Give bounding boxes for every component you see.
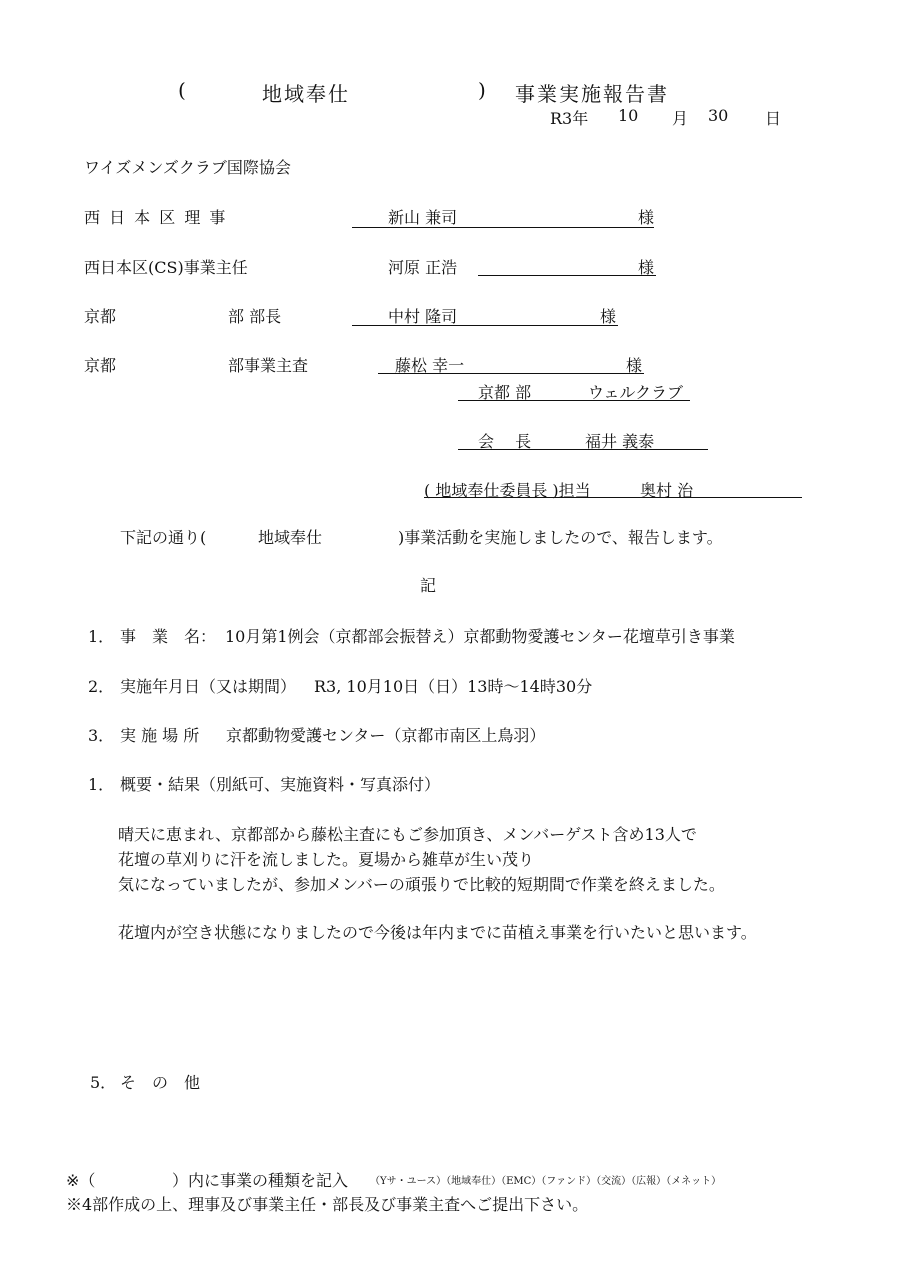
recipient-honorific: 様 (626, 356, 643, 375)
title-close-paren: ) (478, 78, 488, 102)
underline (424, 497, 802, 498)
underline (478, 275, 656, 276)
recipient-name: 中村 隆司 (388, 307, 458, 326)
date-day-label: 日 (765, 109, 782, 128)
underline (458, 400, 690, 401)
item-number: 1． (88, 627, 115, 646)
sender-district: 京都 部 (478, 383, 532, 402)
recipient-name: 藤松 幸一 (395, 356, 465, 375)
item-value: 京都動物愛護センター（京都市南区上鳥羽） (226, 726, 546, 745)
ki-heading: 記 (420, 576, 437, 595)
recipient-role: 西 日 本 区 理 事 (84, 208, 228, 227)
title-main: 事業実施報告書 (515, 82, 669, 106)
recipient-district: 京都 (84, 356, 117, 375)
item-value: R3, 10月10日（日）13時〜14時30分 (314, 677, 593, 696)
note2-text: ※4部作成の上、理事及び事業主任・部長及び事業主査へご提出下さい。 (66, 1195, 589, 1214)
summary-line: 花壇の草刈りに汗を流しました。夏場から雑草が生い茂り (118, 850, 535, 869)
item-label: 実 施 場 所 (120, 726, 200, 745)
date-month: 10 (618, 106, 639, 125)
item-number: 1． (88, 775, 115, 794)
sender-club: ウェルクラブ (588, 383, 684, 402)
organization-name: ワイズメンズクラブ国際協会 (84, 158, 291, 177)
item-number: 2． (88, 677, 115, 696)
recipient-name: 河原 正浩 (388, 258, 458, 277)
sender-president-label: 会 長 (478, 432, 532, 451)
item-value: 10月第1例会（京都部会振替え）京都動物愛護センター花壇草引き事業 (225, 627, 735, 646)
date-year: R3年 (550, 109, 589, 128)
other-number: 5． (90, 1073, 117, 1092)
intro-before: 下記の通り( (120, 528, 207, 547)
underline (378, 373, 644, 374)
underline (352, 227, 654, 228)
item-label: 事 業 名： (120, 627, 217, 646)
summary-line: 晴天に恵まれ、京都部から藤松主査にもご参加頂き、メンバーゲスト含め13人で (118, 825, 697, 844)
recipient-role: 西日本区(CS)事業主任 (84, 258, 248, 277)
item-number: 3． (88, 726, 115, 745)
note1-mark: ※（ (66, 1171, 96, 1190)
underline (352, 325, 618, 326)
sender-contact-name: 奥村 治 (640, 481, 694, 500)
title-project-type: 地域奉仕 (262, 82, 350, 106)
other-label: そ の 他 (120, 1073, 201, 1092)
sender-committee-label: ( 地域奉仕委員長 )担当 (424, 481, 591, 500)
item-label: 概要・結果（別紙可、実施資料・写真添付） (120, 775, 441, 794)
recipient-honorific: 様 (638, 258, 655, 277)
intro-after: )事業活動を実施しましたので、報告します。 (398, 528, 723, 547)
note1-types: （Yサ・ユース）（地域奉仕）（EMC）（ファンド）（交流）（広報）（メネット） (370, 1176, 722, 1187)
recipient-role: 部事業主査 (228, 356, 309, 375)
recipient-name: 新山 兼司 (388, 208, 458, 227)
sender-president-name: 福井 義泰 (585, 432, 655, 451)
note1-text: ）内に事業の種類を記入 (172, 1171, 349, 1190)
underline (458, 449, 708, 450)
summary-line: 気になっていましたが、参加メンバーの頑張りで比較的短期間で作業を終えました。 (118, 875, 725, 894)
date-day: 30 (708, 106, 729, 125)
item-label: 実施年月日（又は期間） (120, 677, 297, 696)
date-month-label: 月 (672, 109, 689, 128)
recipient-district: 京都 (84, 307, 117, 326)
title-open-paren: ( (178, 78, 188, 102)
summary-line: 花壇内が空き状態になりましたので今後は年内までに苗植え事業を行いたいと思います。 (118, 923, 757, 942)
recipient-honorific: 様 (600, 307, 617, 326)
recipient-role: 部 部長 (228, 307, 282, 326)
intro-type: 地域奉仕 (258, 528, 323, 547)
recipient-honorific: 様 (638, 208, 655, 227)
